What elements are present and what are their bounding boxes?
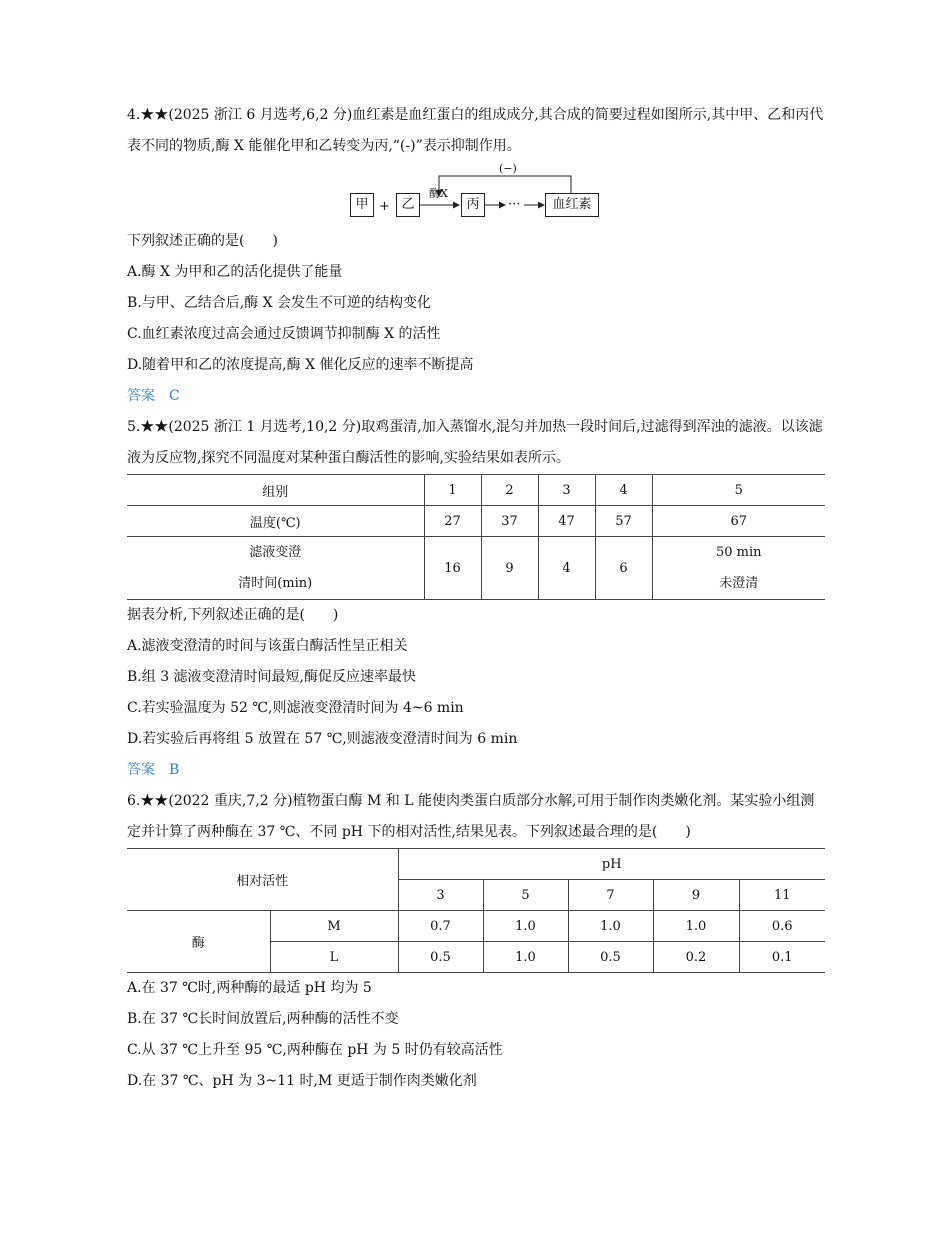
q4-answer (127, 381, 824, 412)
table-cell: 67 (652, 506, 825, 537)
plus-sign: + (379, 199, 390, 214)
table-cell: 7 (568, 880, 653, 911)
time5-line2: 未澄清 (719, 576, 759, 591)
table-cell: M (270, 911, 398, 942)
q5-answer-label: 答案 (127, 762, 155, 778)
table-cell: 9 (481, 537, 538, 600)
enzyme-label-cell: 酶 (127, 911, 270, 973)
q5-option-c: C.若实验温度为 52 ℃,则滤液变澄清时间为 4~6 min (127, 700, 464, 716)
table-cell: 16 (424, 537, 481, 600)
table-cell: 温度(℃) (249, 515, 301, 531)
time-label-line2: 清时间(min) (238, 576, 313, 591)
q4-prompt: 下列叙述正确的是( ) (127, 233, 278, 249)
q5-table (127, 474, 825, 600)
table-cell: 0.5 (398, 942, 483, 973)
q4-stem: 4.★★(2025 浙江 6 月选考,6,2 分)血红素是血红蛋白的组成成分,其合成的简要过程如图所示,其中甲、乙和丙代表不同的物质,酶 X 能催化甲和乙转变为丙,“(-)”表示抑制作用。 (127, 107, 824, 154)
table-cell: 5 (483, 880, 568, 911)
table-cell: 1.0 (653, 911, 739, 942)
table-cell: 组别 (262, 484, 289, 500)
ph-header-cell: pH (398, 849, 825, 880)
time-label-line1: 滤液变澄 (249, 545, 302, 560)
table-cell: 1.0 (483, 942, 568, 973)
q4-option-c: C.血红素浓度过高会通过反馈调节抑制酶 X 的活性 (127, 326, 441, 342)
q6-table (127, 848, 825, 973)
table-cell: 5 (652, 475, 825, 506)
q5-prompt: 据表分析,下列叙述正确的是( ) (127, 607, 339, 623)
time5-line1: 50 min (715, 545, 762, 560)
table-cell (127, 537, 424, 600)
table-cell: 4 (595, 475, 652, 506)
table-header-row (127, 475, 825, 506)
heme-box: 血红素 (545, 193, 599, 217)
table-cell: 1.0 (483, 911, 568, 942)
document-page (127, 100, 824, 1097)
q6-option-b: B.在 37 ℃长时间放置后,两种酶的活性不变 (127, 1011, 399, 1027)
table-cell: 9 (653, 880, 739, 911)
table-header-row (127, 849, 825, 880)
table-cell: 1.0 (568, 911, 653, 942)
table-cell: 27 (424, 506, 481, 537)
ellipsis-dots: ··· (508, 197, 521, 212)
table-row (127, 506, 825, 537)
table-cell: 0.2 (653, 942, 739, 973)
q4-answer-label: 答案 (127, 388, 155, 404)
q6-stem: 6.★★(2022 重庆,7,2 分)植物蛋白酶 M 和 L 能使肉类蛋白质部分水解,可用于制作肉类嫩化剂。某实验小组测定并计算了两种酶在 37 ℃、不同 pH 下的相对活性,结果见表。下列叙述最合理的是( ) (127, 793, 815, 840)
table-cell: 0.6 (739, 911, 825, 942)
table-row (127, 911, 825, 942)
q6-option-c: C.从 37 ℃上升至 95 ℃,两种酶在 pH 为 5 时仍有较高活性 (127, 1042, 503, 1058)
table-cell: 3 (398, 880, 483, 911)
table-cell: 37 (481, 506, 538, 537)
substance-yi-box: 乙 (396, 193, 420, 217)
q5-option-a: A.滤液变澄清的时间与该蛋白酶活性呈正相关 (127, 638, 408, 654)
table-cell: L (270, 942, 398, 973)
substance-bing-box: 丙 (461, 193, 485, 217)
q5-answer (127, 755, 824, 786)
inhibition-label: (−) (499, 162, 517, 175)
table-cell: 2 (481, 475, 538, 506)
table-cell: 0.5 (568, 942, 653, 973)
q4-option-b: B.与甲、乙结合后,酶 X 会发生不可逆的结构变化 (127, 295, 432, 311)
q6-option-a: A.在 37 ℃时,两种酶的最适 pH 均为 5 (127, 980, 372, 996)
table-corner-cell: 相对活性 (236, 874, 289, 889)
table-cell: 0.7 (398, 911, 483, 942)
table-cell: 1 (424, 475, 481, 506)
q6-option-d: D.在 37 ℃、pH 为 3~11 时,M 更适于制作肉类嫩化剂 (127, 1073, 477, 1089)
q5-option-d: D.若实验后再将组 5 放置在 57 ℃,则滤液变澄清时间为 6 min (127, 731, 518, 747)
q5-answer-value: B (169, 762, 180, 778)
table-cell: 0.1 (739, 942, 825, 973)
enzyme-x-label: 酶X (429, 187, 448, 200)
table-cell: 3 (538, 475, 595, 506)
table-row (127, 537, 825, 600)
table-cell: 6 (595, 537, 652, 600)
q4-option-a: A.酶 X 为甲和乙的活化提供了能量 (127, 264, 343, 280)
table-cell: 47 (538, 506, 595, 537)
q4-answer-value: C (169, 388, 180, 404)
heme-synthesis-diagram (127, 162, 824, 226)
table-cell: 4 (538, 537, 595, 600)
q5-option-b: B.组 3 滤液变澄清时间最短,酶促反应速率最快 (127, 669, 416, 685)
table-cell: 57 (595, 506, 652, 537)
q5-stem: 5.★★(2025 浙江 1 月选考,10,2 分)取鸡蛋清,加入蒸馏水,混匀并加热一段时间后,过滤得到浑浊的滤液。以该滤液为反应物,探究不同温度对某种蛋白酶活性的影响,实验结果如表所示。 (127, 419, 823, 466)
q4-option-d: D.随着甲和乙的浓度提高,酶 X 催化反应的速率不断提高 (127, 357, 474, 373)
substance-jia-box: 甲 (350, 193, 374, 217)
table-cell: 11 (739, 880, 825, 911)
table-cell (652, 537, 825, 600)
